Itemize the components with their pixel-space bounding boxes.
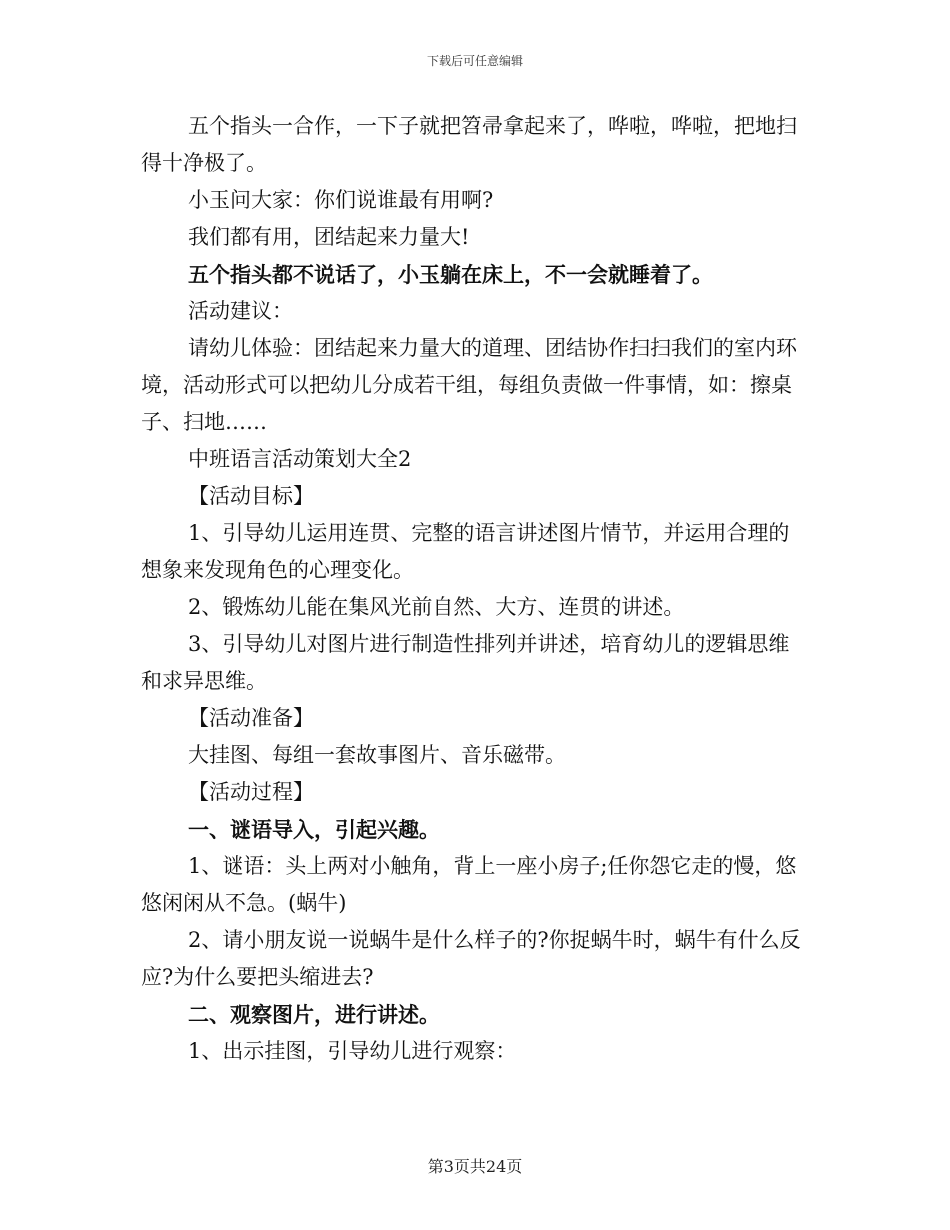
paragraph-6: 请幼儿体验：团结起来力量大的道理、团结协作扫扫我们的室内环境，活动形式可以把幼儿分成若干组，每组负责做一件事情，如：擦桌子、扫地…… (141, 336, 797, 434)
process-step-1-item-1: 1、谜语：头上两对小触角，背上一座小房子;任你怨它走的慢，悠悠闲闲从不急。(蜗牛) (141, 854, 797, 915)
paragraph-3: 我们都有用，团结起来力量大! (188, 225, 470, 249)
process-step-1-heading: 一、谜语导入，引起兴趣。 (188, 817, 440, 842)
section-title: 中班语言活动策划大全2 (188, 447, 412, 471)
paragraph-5: 活动建议： (188, 299, 293, 323)
process-step-2-heading: 二、观察图片，进行讲述。 (188, 1002, 440, 1027)
page-header: 下载后可任意编辑 (426, 54, 523, 68)
goal-item-2: 2、锻炼幼儿能在集风光前自然、大方、连贯的讲述。 (188, 595, 685, 619)
heading-activity-process: 【活动过程】 (188, 780, 314, 804)
paragraph-4: 五个指头都不说话了，小玉躺在床上，不一会就睡着了。 (188, 262, 713, 287)
heading-activity-preparation: 【活动准备】 (188, 706, 314, 730)
goal-item-1: 1、引导幼儿运用连贯、完整的语言讲述图片情节，并运用合理的想象来发现角色的心理变化。 (141, 521, 790, 582)
paragraph-2: 小玉问大家：你们说谁最有用啊? (188, 188, 494, 212)
process-step-2-item-1: 1、出示挂图，引导幼儿进行观察： (188, 1039, 517, 1063)
process-step-1-item-2: 2、请小朋友说一说蜗牛是什么样子的?你捉蜗牛时，蜗牛有什么反应?为什么要把头缩进去? (141, 928, 801, 989)
preparation-text: 大挂图、每组一套故事图片、音乐磁带。 (188, 743, 566, 767)
heading-activity-goals: 【活动目标】 (188, 484, 314, 508)
page-footer: 第3页共24页 (427, 1157, 523, 1176)
goal-item-3: 3、引导幼儿对图片进行制造性排列并讲述，培育幼儿的逻辑思维和求异思维。 (141, 632, 790, 693)
paragraph-1: 五个指头一合作，一下子就把笤帚拿起来了，哗啦，哗啦，把地扫得十净极了。 (141, 114, 797, 175)
document-body (141, 108, 809, 1070)
